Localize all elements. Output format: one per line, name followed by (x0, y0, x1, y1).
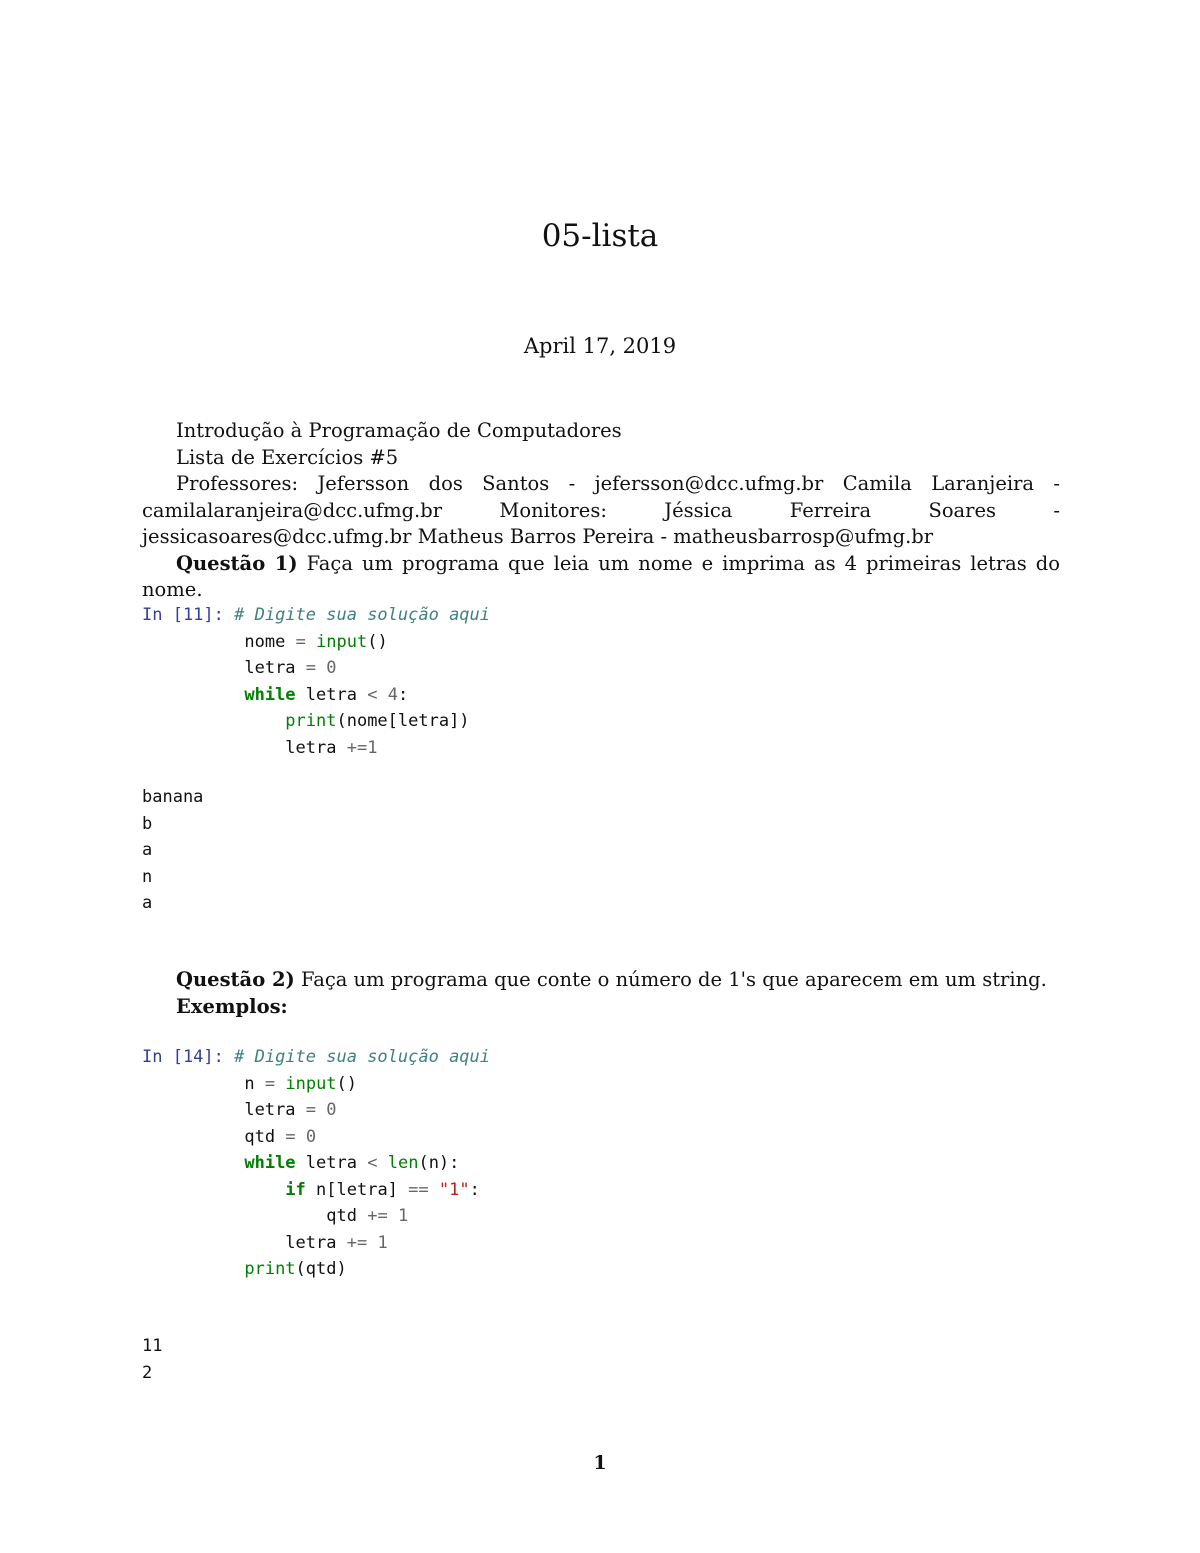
code-token: () (336, 1073, 358, 1094)
code-token: = (305, 1100, 317, 1120)
code-token: < (367, 1153, 378, 1173)
examples-label: Exemplos: (176, 994, 288, 1018)
code-token: qtd (326, 1206, 357, 1226)
code-token: letra (285, 737, 337, 758)
question-1-text: Faça um programa que leia um nome e imprima as 4 primeiras letras do nome. (142, 551, 1061, 601)
code-token: input (285, 1073, 337, 1094)
code-token: : (449, 1153, 460, 1173)
code-token: while (244, 684, 296, 705)
code-token: input (316, 631, 368, 652)
code-token: = (295, 631, 306, 652)
document-title: 05-lista (541, 218, 659, 254)
code-token: 1 (377, 1232, 388, 1253)
list-name: Lista de Exercícios #5 (176, 445, 399, 469)
code-token: (nome[letra]) (336, 711, 470, 731)
code-token: "1" (438, 1179, 470, 1200)
output-line: banana (142, 787, 204, 807)
code-token: letra (244, 1100, 296, 1120)
code-token: n (244, 1073, 255, 1094)
staff-line: Professores: Jefersson dos Santos - jefersson@dcc.ufmg.br Camila Laranjeira - camilalaranjeira@dcc.ufmg.br Monitores: Jéssica Ferreira Soares - jessicasoares@dcc.ufmg.br Matheus Barros Pereira - matheusbarrosp@ufmg.br (142, 472, 1060, 548)
course-name: Introdução à Programação de Computadores (176, 419, 622, 442)
question-1 (142, 551, 1060, 604)
question-2-text: Faça um programa que conte o número de 1's que aparecem em um string. (300, 968, 1047, 991)
output-line: 11 (142, 1336, 163, 1356)
cell-1-output (142, 784, 203, 917)
code-token: if (285, 1179, 306, 1200)
code-token: (qtd) (295, 1259, 347, 1279)
cell-2-output (142, 1333, 162, 1386)
code-token: += (346, 1232, 368, 1253)
code-token: 0 (305, 1126, 317, 1147)
code-token: < (367, 684, 378, 705)
code-token: () (367, 631, 388, 652)
code-cell-2 (142, 1044, 490, 1283)
code-token: 0 (326, 1100, 337, 1120)
page-number: 1 (593, 1452, 607, 1474)
code-token: print (285, 711, 337, 731)
cell-2-comment: # Digite sua solução aqui (234, 1047, 491, 1067)
code-token: +=1 (346, 737, 378, 758)
code-token: letra (285, 1232, 337, 1253)
code-token: while (244, 1153, 296, 1173)
code-token: : (469, 1179, 480, 1200)
code-token: letra (305, 1153, 357, 1173)
output-line: n (142, 866, 153, 887)
question-2 (142, 967, 1060, 994)
code-token: letra (244, 658, 296, 678)
code-token: : (397, 684, 409, 705)
code-token: qtd (244, 1126, 276, 1147)
cell-2-prompt: In [14]: (142, 1047, 224, 1067)
code-token: 4 (387, 684, 398, 705)
code-token: letra (305, 684, 357, 705)
code-token: += (367, 1206, 388, 1226)
code-token: 0 (326, 658, 337, 678)
intro-block (142, 418, 1060, 604)
code-token: print (244, 1259, 296, 1279)
code-token: len (387, 1153, 419, 1173)
code-token: = (285, 1126, 296, 1147)
code-token: == (408, 1179, 429, 1200)
code-token: (n) (418, 1153, 450, 1173)
cell-1-comment: # Digite sua solução aqui (234, 605, 491, 625)
document-date: April 17, 2019 (523, 334, 677, 358)
cell-1-prompt: In [11]: (142, 605, 224, 625)
question-1-label: Questão 1) (176, 551, 298, 575)
question-2-block (142, 967, 1060, 1020)
question-2-label: Questão 2) (176, 968, 295, 991)
output-line: 2 (142, 1362, 153, 1383)
output-line: a (142, 840, 153, 860)
output-line: a (142, 893, 153, 913)
code-token: n[letra] (316, 1179, 398, 1200)
code-token: 1 (397, 1206, 409, 1226)
output-line: b (142, 813, 153, 834)
code-token: = (305, 658, 317, 678)
code-token: nome (244, 631, 286, 652)
code-token: = (264, 1073, 276, 1094)
code-cell-1 (142, 602, 490, 761)
